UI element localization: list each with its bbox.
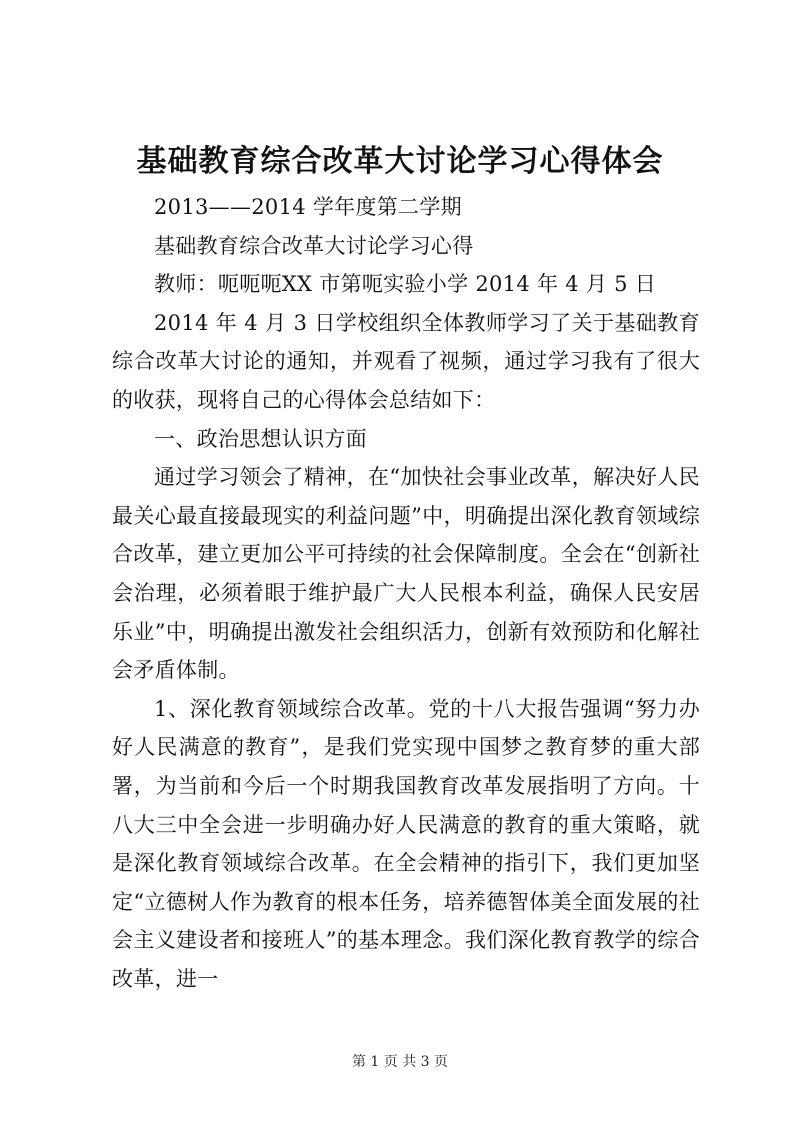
subtitle-line: 基础教育综合改革大讨论学习心得 <box>154 233 474 258</box>
body-paragraph: 1、深化教育领域综合改革。党的十八大报告强调“努力办好人民满意的教育”，是我们党实现中国梦之教育梦的重大部署，为当前和今后一个时期我国教育改革发展指明了方向。十八大三中全会进一步明确办好人民满意的教育的重大策略，就是深化教育领域综合改革。在全会精神的指引下，我们更加坚定“立德树人作为教育的根本任务，培养德智体美全面发展的社会主义建设者和接班人”的基本理念。我们深化教育教学的综合改革，进一 <box>112 696 700 991</box>
document-body <box>112 188 700 998</box>
page-footer: 第 1 页 共 3 页 <box>351 1054 449 1070</box>
author-line: 教师：呃呃呃XX 市第呃实验小学 2014 年 4 月 5 日 <box>154 272 657 297</box>
section-heading: 一、政治思想认识方面 <box>154 426 367 451</box>
body-paragraph: 通过学习领会了精神，在“加快社会事业改革，解决好人民最关心最直接最现实的利益问题”中，明确提出深化教育领域综合改革，建立更加公平可持续的社会保障制度。全会在“创新社会治理，必须着眼于维护最广大人民根本利益，确保人民安居乐业”中，明确提出激发社会组织活力，创新有效预防和化解社会矛盾体制。 <box>112 465 700 683</box>
semester-line: 2013——2014 学年度第二学期 <box>154 195 462 219</box>
intro-paragraph: 2014 年 4 月 3 日学校组织全体教师学习了关于基础教育综合改革大讨论的通知，并观看了视频，通过学习我有了很大的收获，现将自己的心得体会总结如下： <box>112 310 700 412</box>
document-title: 基础教育综合改革大讨论学习心得体会 <box>136 144 664 179</box>
